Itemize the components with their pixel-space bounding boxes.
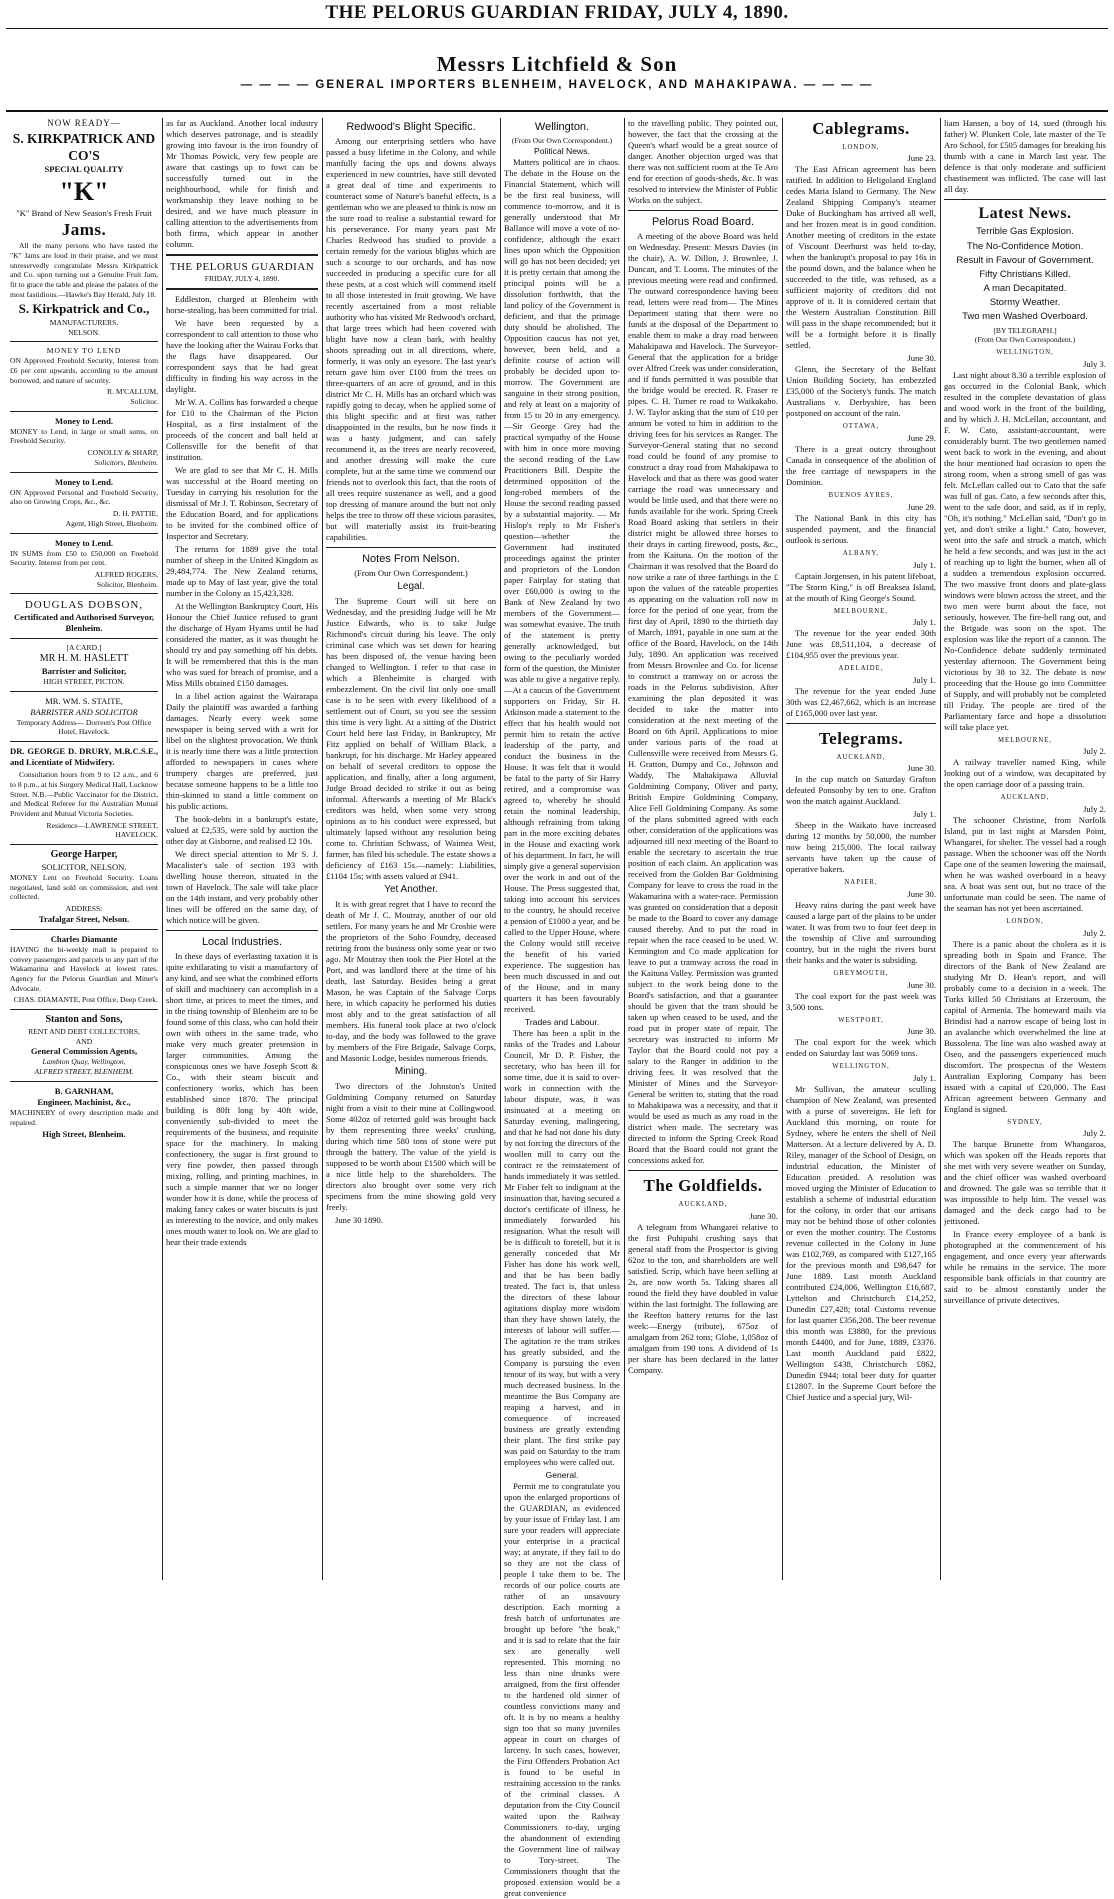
column-7 <box>944 118 1106 1580</box>
garnham-text: MACHINERY of every description made and repaired. <box>10 1107 158 1127</box>
latest-news-subhead: Fifty Christians Killed. <box>979 268 1071 280</box>
latest-news-location: WELLINGTON, <box>996 349 1054 356</box>
general-heading: General. <box>545 1469 579 1480</box>
ml2-text: MONEY to Lend, in large or small sums, on Freehold Security. <box>10 426 158 446</box>
money-to-lend-text: ON Approved Freehold Security, Interest from £6 per cent upwards, according to the amount borrowed, and nature of security. <box>10 356 158 385</box>
telegrams-heading: Telegrams. <box>818 728 904 748</box>
column-divider <box>940 118 941 1580</box>
telegram-text: Heavy rains during the past week have caused a large part of the plains to be under water. It was from two to four feet deep in the township of Clive and surrounding country, but in the night the rivers burst their banks and the water is subsiding. <box>786 900 936 965</box>
telegram-location: AUCKLAND, <box>836 753 886 761</box>
nelson-sub: (From Our Own Correspondent.) <box>354 568 468 579</box>
telegram-text: The coal export for the week which ended on Saturday last was 5069 tons. <box>786 1037 936 1059</box>
column-6 <box>786 118 936 1580</box>
latest-news-date: July 2. <box>1083 1128 1106 1139</box>
latest-news-text: The schooner Christine, from Norfolk Island, put in last night at Marsden Point, Whangarei, for shelter. The vessel had a rough passage. When the schooner was off the North Cape one of the seamen lowering the mainsail, when he was washed overboard in a heavy sea. A boat was sent out, but no trace of the unfortunate man could be seen. The name of the seaman has not yet been ascertained. <box>944 815 1106 914</box>
garnham-sub: Engineer, Machinist, &c., <box>37 1096 131 1107</box>
haslett-text: Barrister and Solicitor, <box>41 665 127 676</box>
latest-news-location: LONDON, <box>1006 918 1044 926</box>
harper-addr: Trafalgar Street, Nelson. <box>38 913 130 924</box>
yet-text: It is with great regret that I have to record the death of Mr J. C. Moutray, another of our old settlers. For many years he and Mr Crosbie were the proprietors of the Soho Foundry, deceased retiring from the business only some year or two ago. Mr Moutray then took the Pier Hotel at the Port, and was landlord there at the time of his death, last Saturday. Besides being a great Mason, he was Captain of the Salvage Corps here, in which capacity he performed his duties most ably and to the great satisfaction of all members. His funeral took place at two o'clock to-day, and the body was followed to the grave by members of the Fire Brigade, Salvage Corps, and Masonic Lodge, besides numerous friends. <box>326 898 496 1063</box>
cablegram-date: June 29. <box>907 501 936 512</box>
pattie: D. H. PATTIE, <box>112 509 158 519</box>
nelson-heading: Notes From Nelson. <box>362 553 460 566</box>
column-divider <box>162 118 163 1580</box>
political-heading: Political News. <box>534 145 590 156</box>
dobson: DOUGLAS DOBSON, <box>24 599 144 612</box>
paper-date: FRIDAY, JULY 4, 1890. <box>204 274 280 284</box>
cablegram-date: June 29. <box>907 433 936 444</box>
stanton-and: AND <box>75 1036 93 1046</box>
haslett-addr: HIGH STREET, PICTON. <box>43 676 125 686</box>
latest-news-location: AUCKLAND, <box>1000 794 1050 802</box>
cablegram-text: The revenue for the year ended 30th June was £8,511,104, a decrease of £104,955 over the previous year. <box>786 628 936 661</box>
now-ready: NOW READY— <box>47 118 121 128</box>
local-industries-text: In these days of everlasting taxation it is quite exhilarating to visit a manufactory of any kind, and see what the combined efforts of skill and machinery can accomplish in a short time, at prices to meet the times, and in the rising township of Blenheim are to be found some of this class, who can hold their own with others in the same trade, who make very much greater pretension in larger communities. Among the conspicuous ones we have Joseph Scott & Co., with their steam biscuit and confectionery works, which has been established since 1870. The principal building is 80ft long by 40ft wide, conveniently sub-divided to meet the requirements of the business, and requisite space for the machinery. In making confectionery, the sugar is first ground to very fine powder, then passed through mixing, rolling, and printing machines, in such a simple manner that we no longer wonder how it is done, while the process of making fancy cakes or water biscuits is just as interesting to the novice, and only makes ones mouth water to look on. We are glad to hear their trade extends <box>166 950 318 1247</box>
telegram-text: Sheep in the Waikato have increased during 12 months by 50,000, the number now being 215,000. The local railway servants have taken up the cause of operative bakers. <box>786 820 936 875</box>
column-divider <box>322 118 323 1580</box>
manufacturers: MANUFACTURERS, <box>49 318 119 327</box>
paper-name: THE PELORUS GUARDIAN <box>169 261 315 273</box>
c2-p5: The returns for 1889 give the total number of sheep in the United Kingdom as 29,484,774. The New Zealand returns, made up to May of last year, give the total number in the Colony as 15,423,328. <box>166 543 318 598</box>
telegram-date: June 30. <box>907 979 936 990</box>
alfred-street: ALFRED STREET, BLENHEIM. <box>34 1067 134 1077</box>
column-divider <box>782 118 783 1580</box>
c2-top-text: as far as Auckland. Another local industry which deserves patronage, and is steadily growing into favour is the iron foundry of Mr Thomas Powick, very few people are aware that castings up to fowt can be successfully turned out in the neighbourhood, while for finish and workmanship they leave nothing to be desired, and we have much pleasure in calling attention to the advertisements from both firms, which appear in another column. <box>166 118 318 249</box>
kirkpatrick-title: S. KIRKPATRICK AND CO'S <box>12 130 156 163</box>
trades-text: There has been a split in the ranks of the Trades and Labour Council, Mr D. P. Fisher, the secretary, who has been ill for some time, due it is said to over-work in connection with the labour dispute, was, it was insinuated at a meeting on Saturday evening, malingering, and that he had not done his duty by not forcing the directors of the woollen mill to carry out the contract re the reinstatement of hands immediately it was settled. Mr Fisher felt so indignant at the insinuation that, having secured a doctor's certificate of illness, he immediately forwarded his resignation. What the result will be is difficult to foretell, but it is generally conceded that Mr Fisher has done his work well, and that he has been badly treated. The fact is, that unless the directors of these labour agitations display more wisdom than they have shown lately, the interests of labour will suffer.—The agitation re the tram strikes has greatly subsided, and the Company is pursuing the even tenour of its way, but with a very much decreased business. In the meantime the Bus Company are reaping a harvest, and in consequence of increased business are greatly extending their plant. The first strike pay was paid on Saturday to the tram employees who were called out. <box>504 1027 620 1467</box>
latest-news-subhead: Result in Favour of Government. <box>956 254 1094 266</box>
by-telegraph: [BY TELEGRAPH.] <box>993 325 1057 335</box>
drury-residence: Residence—LAWRENCE STREET, HAVELOCK. <box>46 820 158 840</box>
masthead: THE PELORUS GUARDIAN FRIDAY, JULY 4, 1890. <box>325 2 789 23</box>
column-5 <box>628 118 778 1580</box>
telegram-location: WESTPORT, <box>838 1016 884 1024</box>
harper-sub: SOLICITOR, NELSON. <box>41 861 127 872</box>
local-industries-heading: Local Industries. <box>201 935 283 948</box>
lambton: Lambton Quay, Wellington, <box>42 1057 126 1067</box>
dobson-city: Blenheim. <box>65 623 103 634</box>
pelorus-heading: Pelorus Road Board. <box>651 216 755 228</box>
cablegram-date: July 1. <box>913 617 936 628</box>
column-divider <box>500 118 501 1580</box>
c2-p9: We direct special attention to Mr S. J. Macalister's sale of section 193 with dwelling house thereon, situated in the town of Havelock. The sale will take place on the 14th instant, and very probably other lines will be offered on the same day, of which notice will be given. <box>166 848 318 925</box>
latest-news-heading: Latest News. <box>978 205 1072 222</box>
drury: DR. GEORGE D. DRURY, M.R.C.S.E., and Licentiate of Midwifery. <box>10 746 158 768</box>
latest-news-text: Last night about 8.30 a terrible explosion of gas occurred in the Colonial Bank, which resulted in the complete devastation of glass and wood work in the front of the building, and by which J. H. McLellan, accountant, and F. W. Cato, assistant-accountant, were considerably burnt. The two gentlemen named went back to work in the evening, and about the hour mentioned had occasion to open the strong room, when a strong smell of gas was felt. McLellan called out to Cato that the safe was full of gas. Cato, a few seconds after this, went to the safe door, and said, as if in reply, "Oh, it's nothing." McLellan said, "Don't go in yet, and don't strike a light." Cato, however, went into the safe and struck a match, which he held a few seconds, and was just in the act of reaching up to light the burner, when all of a sudden a tremendous explosion occurred. The two massive front doors and plate-glass windows were blown across the street, and the two men were burnt about the face, not seriously, however. The fire-bell rang out, and the Brigade was soon on the spot. The explosion was like the report of a cannon. The No-Confidence debate suddenly terminated yesterday afternoon. The Government being victorious by 38 to 32. The debate is now proceeding that the House go into Committee of Supply, and will probably not be completed till Friday. The people are tired of the Parliamentary farce and hope a dissolution will take place yet. <box>944 369 1106 732</box>
cablegram-text: Captain Jorgensen, in his patent lifeboat, "The Storm King," is off Breaksea Island, at the mouth of King George's Sound. <box>786 570 936 603</box>
trades-heading: Trades and Labour. <box>524 1016 600 1027</box>
legal-heading: Legal. <box>397 581 425 593</box>
wellington-sub: (From Our Own Correspondent.) <box>511 136 613 146</box>
rogers-sub: Solicitor, Blenheim. <box>96 579 158 589</box>
c2-p4: We are glad to see that Mr C. H. Mills was successful at the Board meeting on Tuesday in carrying his resolution for the dismissal of Mr J. T. Robinson, Secretary of the Education Board, and for applications to be invited for the combined office of Inspector and Secretary. <box>166 464 318 541</box>
latest-news-date: July 2. <box>1083 927 1106 938</box>
c5-top-text: to the travelling public. They pointed out, however, the fact that the crossing at the Queen's wharf would be a great source of danger. Another objection urged was that there was not sufficient room at the Te Aro end for erection of goods-sheds, &c. It was resolved to interview the Minister of Public Works on the subject. <box>628 118 778 205</box>
legal-text: The Supreme Court will sit here on Wednesday, and the presiding Judge will be Mr Justice Edwards, who is to take Judge Richmond's circuit during his leave. The only criminal case which was set down for hearing has been disposed of, the venue having been changed to Wellington. I refer to that case in which a Blenheimite is charged with embezzlement. On the civil list only one small case is to be seen with every likelihood of a settlement out of Court, so you see the session this time is very light. At a sitting of the District Court held here last Friday, in Bankruptcy, Mr Fitz applied on behalf of William Black, a bankrupt, for his discharge. Mr Harley appeared on behalf of several creditors to oppose the application, and finally, after a long argument, Judge Broad decided to strike it out as being informal. Afterwards a meeting of Mr Black's creditors was held, when some very strong opinions as to his conduct were expressed, but ultimately lapsed without any resolution being come to. Christian Schwass, of Waimea West, farmer, has filed his schedule. The estate shows a deficiency of £163 15s.—namely: Liabilities, £1104 15s; with assets valued at £941. <box>326 595 496 881</box>
stanton-gen: General Commission Agents, <box>30 1046 138 1057</box>
latest-news-text: The barque Brunette from Whangaroa, which was spoken off the Heads reports that she met with very severe weather on Sunday, and the chief officer was washed overboard and drowned. The gale was so terrible that it was impossible to help him. The vessel was damaged and the deck cargo had to be jettisoned. <box>944 1139 1106 1227</box>
mining-heading: Mining. <box>394 1065 428 1077</box>
ml3-heading: Money to Lend. <box>54 476 113 487</box>
latest-news-subhead: A man Decapitated. <box>983 283 1067 295</box>
cablegram-text: The revenue for the year ended June 30th was £2,467,662, which is an increase of £165,000 over last year. <box>786 685 936 718</box>
jams-heading: Jams. <box>61 220 107 240</box>
jams-text: All the many persons who have tasted the "K" Jams are loud in their praise, and we must unreservedly congratulate Messrs Kirkpatrick and Co. upon turning out a Genuine Fruit Jam, fit to grace the table and please the palates of the most fastidious.—Hawke's Bay Herald, July 18. <box>10 241 159 299</box>
telegram-date: July 1. <box>913 1073 936 1084</box>
harper: George Harper, <box>50 849 118 861</box>
telegram-date: June 30. <box>907 889 936 899</box>
pelorus-text: A meeting of the above Board was held on Wednesday. Present: Messrs Davies (in the chair), A. W. Dillon, J. Brownlee, J. Duncan, and T. Looms. The minutes of the previous meeting were read and confirmed. The outward correspondence having been read, letters were read from— The Mines Department stating that there were no funds at the disposal of the Department to enable them to make a dray road between Mahakipawa and Havelock. The Surveyor-General that the application for a bridge over Alfred Creek was under consideration, and if funds permitted it was possible that the bridge would be erected. R. Fraser re pipes. C. H. Turner re road to Waikakaho. J. W. Taylor asking that the sum of £10 per annum be voted to him in addition to the driving fees for his services as Ranger. The Surveyor-General stating that no second road could be found of any promise to construct a dray road from Mahakipawa to Havelock and that as there was good water carriage the road was unnecessary and would be little used, and that there were no funds available for the work. Spring Creek Road Board asking that settlers in their district might be allowed three horses to their drays in carting firewood, posts, &c., from the Kaituna. On the motion of the Chairman it was resolved that the Board do now strike a rate of three farthings in the £ upon the values of the rateable properties as appearing on the valuation roll now in force for the period of one year, from the first day of April, 1890 to the thirtieth day of March, 1891, payable in one sum at the office of the Board, Havelock, on the 14th July, 1890. An application was received from Messrs Brownlee and Co. for license to construct a tramway on or across the roads in the Pelorus subdivision. After examining the plan deposited it was decided to take the matter into consideration at the next meeting of the Board on 6th April. Applications to mine under various parts of the road at Cullensville were received from Messrs G. H. Gratton, Dumpy and Co., Johnson and Waddy, The Mahakipawa Alluvial Goldmining Company, Oliver and party, British Empire Goldmining Company, Alice Fell Goldmining Company. As some of the plans submitted agreed with each other, consideration of the applications was adjourned till next meeting of the Board to enable the secretary to ascertain the true position of each claim. An application was received from the Golden Bar Goldmining Company for leave to cross the road in the Wakamarina with a water-race. Permission was granted on consideration that a deposit be made to the Board to cover any damage caused thereby. And to put the road in repair when the race ceased to be used. W. Kennington and Co made application for leave to put a tramway across the road in the Kaituna Valley. Permission was granted subject to the work being done to the Board's satisfaction, and that a guarantee should be given that the tram should be taken up when ceased to be used, and the road put in proper state of repair. The secretary was instructed to inform Mr Taylor that the Board could not pay a salary to the Ranger in addition to the driving fees. It was resolved that the Minister of Mines and the Surveyor-General be written to, stating that the road to Mahakipawa was a necessity, and that it would be used as much as any road in the district when made. The secretary was directed to inform the Spring Creek Road Board that the Board could not grant the concessions asked for. <box>628 231 778 1166</box>
telegram-location: WELLINGTON, <box>832 1063 890 1071</box>
latest-news-date: July 3. <box>1083 358 1106 369</box>
c2-p1: Eddleston, charged at Blenheim with horse-stealing, has been committed for trial. <box>166 293 318 315</box>
telegram-text: In the cup match on Saturday Grafton defeated Ponsonby by ten to one. Grafton won the match against Auckland. <box>786 774 936 807</box>
ml2-heading: Money to Lend. <box>54 415 113 426</box>
diamante-text: HAVING the bi-weekly mail is prepared to convey passengers and parcels to any part of the Wakamarina and Havelock at lowest rates. Agency for the Pelorus Guardian and Miner's Advocate. <box>10 944 158 993</box>
goldfields-loc: AUCKLAND, <box>678 1200 728 1208</box>
cablegram-text: Glenn, the Secretary of the Belfast Union Building Society, has embezzled £35,000 of the Society's funds. The match Australians v. Derbyshire, has been postponed on account of the rain. <box>786 364 936 419</box>
stanton-sub: RENT AND DEBT COLLECTORS, <box>28 1026 140 1036</box>
cablegram-date: July 1. <box>913 674 936 685</box>
latest-news-subhead: Terrible Gas Explosion. <box>976 226 1074 238</box>
nelson-date: June 30 1890. <box>335 1214 383 1225</box>
garnham-addr: High Street, Blenheim. <box>42 1129 126 1140</box>
staite-text: BARRISTER AND SOLICITOR <box>30 706 138 717</box>
latest-news-subhead: The No-Confidence Motion. <box>966 240 1084 252</box>
c2-p2: We have been requested by a correspondent to call attention to those who have the looking after the Wairau Forks that the flags have disappeared. Our correspondent says that he had great difficulty in finding his way across in the daylight. <box>166 317 318 394</box>
ad-rule <box>6 110 1108 112</box>
wellington-heading: Wellington. <box>534 121 590 133</box>
cablegram-text: The East African agreement has been ratified. In addition to Heligoland England cedes Maria Island to Germany. The New Zealand Shipping Company's steamer Duke of Buckingham has arrived all well, and her frozen meat is in good condition. Another meeting of creditors in the estate of Viscount Deerhurst was held to-day, when the bankrupt's proposal to pay 16s in the pound down, and the balance when he succeeded to the title, was refused, as a sufficient majority of creditors did not approve of it. It is considered certain that the Western Australian Constitution Bill will pass in the shape recommended; but it will be a fortnight before it is finally settled. <box>786 164 936 351</box>
nelson: NELSON. <box>68 327 100 337</box>
telegram-date: June 30. <box>907 763 936 774</box>
c2-p6: At the Wellington Bankruptcy Court, His Honour the Chief Justice refused to grant the discharge of Hyam Hyams until he had considered the matter, as it was thought he should try and pay something off his debts. It will be remembered that this is the man who was sued for breach of promise, and a Miss Mills obtained £150 damages. <box>166 600 318 688</box>
cablegram-date: July 1. <box>913 559 936 570</box>
haslett: MR H. M. HASLETT <box>39 653 129 665</box>
latest-news-location: SYDNEY, <box>1007 1118 1043 1126</box>
cablegram-list <box>786 144 936 719</box>
telegram-location: NAPIER, <box>844 879 878 887</box>
latest-news-date: July 2. <box>1083 746 1106 757</box>
goldfields-date: June 30. <box>749 1210 778 1221</box>
column-4 <box>504 118 620 1898</box>
own-correspondent: (From Our Own Correspondent.) <box>974 335 1076 345</box>
political-text: Matters political are in chaos. The debate in the House on the Financial Statement, which will be the first real business, will commence to-morrow, and it is generally understood that Mr Ballance will move a vote of no-confidence, although the exact lines upon which the Opposition will go has not been decided; yet it is pretty certain that among the principal points will be a dissolution forthwith, that the land policy of the Government is deficient, and that the primage duty should be abolished. The Opposition caucus has not yet, however, been held, and a definite course of action will probably be decided upon to-morrow. The Government are sanguine in their strong position, and rely at least on a majority of from 15 to 20 in any emergency.—Sir George Grey had the practical sympathy of the House with him in once more moving the second reading of the Law Practitioners Bill. Despite the determined opposition of the long-robed members of the House the second reading passed by a substantial majority. — Mr Hislop's reply to Mr Fisher's question—whether the Government had instituted proceedings against the printer and proprietors of the London paper Fairplay for stating that over £60,000 is owing to the Bank of New Zealand by two members of the Government—was somewhat evasive. The truth of the statement is pretty generally acknowledged, but owing to the peculiarly worded form of the question, the Minister was able to give a negative reply.—At a caucus of the Government supporters on Friday, Sir H. Atkinson made a statement to the effect that his health would not permit him to retain the active leadership of the party, and conduct the business in the House. It was felt that it would be fatal to the party of Sir Harry retired, and a compromise was agreed to, whereby he should retain the nominal leadership, although refraining from taking part in the more exciting debates in the House and exacting work of his department. In fact, he will simply give a general supervision over the work in and out of the House. The Press suggested that, taking into account his services to the country, he should receive a pension of £1000 a year, and be called to the Upper House, where the Colony would still receive the benefit of his varied experience. The suggestion has been much discussed in and out of the House, and in many quarters it has been favourably received. <box>504 156 620 1014</box>
cablegram-text: The National Bank in this city has suspended payment, and the financial outlook is serious. <box>786 512 936 545</box>
column-ads <box>10 118 158 1580</box>
telegram-date: June 30. <box>907 1026 936 1037</box>
telegram-location: GREYMOUTH, <box>833 970 889 977</box>
cablegram-location: OTTAWA, <box>842 423 880 431</box>
cablegram-location: LONDON, <box>842 143 880 151</box>
redwood-heading: Redwood's Blight Specific. <box>346 121 476 133</box>
litchfield-ad <box>0 52 1114 91</box>
kirkpatrick-name: S. Kirkpatrick and Co., <box>18 301 150 317</box>
masthead-rule <box>6 28 1108 29</box>
ml3-text: ON Approved Personal and Freehold Security, also on Growing Crops, &c., &c. <box>10 487 158 507</box>
cablegram-location: BUENOS AYRES, <box>828 492 894 500</box>
cablegram-date: June 23. <box>907 153 936 164</box>
telegram-date: July 1. <box>913 809 936 820</box>
latest-news-text: In France every employee of a bank is photographed at the commencement of his engagement, and once every year afterwards while he remains in the service. The more responsible bank officials in that country are said to be almost constantly under the surveillance of private detectives. <box>944 1229 1106 1306</box>
latest-news-subheads <box>944 226 1106 323</box>
goldfields-heading: The Goldfields. <box>643 1176 763 1196</box>
latest-news-subhead: Stormy Weather. <box>989 297 1061 309</box>
c2-p7: In a libel action against the Wairarapa Daily the plaintiff was awarded a farthing damages. Nearly every week some newspaper is being served with a writ for libel on the slightest provocation. We think it is nearly time there was a little protection afforded to newspapers in cases where trumpery charges are preferred, just because someone happens to be a little too thin-skinned to stand a little comment on his public actions. <box>166 690 318 811</box>
general-text: Permit me to congratulate you upon the enlarged proportions of the GUARDIAN, as evidenced by your issue of Friday last. I am sure your readers will appreciate your enterprise in a practical way; at anyrate, if they fail to do so they are not the class of people I take them to be. The records of our police courts are rather of an unsavoury description. Each morning a fresh batch of unfortunates are brought up before "the beak," and it is sad to relate that the fair sex are generally well represented. This morning no less than nine drunks were arraigned, from the first offender to the hardened old sinner of countless convictions many and oft. It is by no means a healthy sign too that so many juveniles appear in court on charges of larceny. In such cases, however, the First Offenders Probation Act is found to be useful in restraining accession to the ranks of the criminal classes. A deputation from the City Council waited upon the Railway Commissioners to-day, urging the abandonment of extending the Government line of railway to Tory-street. The Commissioners thought that the proposed extension would be a great convenience <box>504 1480 620 1898</box>
garnham: B. GARNHAM, <box>54 1085 114 1096</box>
special-quality: SPECIAL QUALITY <box>44 164 124 175</box>
conolly: CONOLLY & SHARP, <box>87 448 158 458</box>
cablegrams-heading: Cablegrams. <box>812 119 910 138</box>
mccallum: R. M'CALLUM, <box>107 387 158 397</box>
telegram-text: The coal export for the past week was 3,500 tons. <box>786 990 936 1012</box>
ml4-text: IN SUMS from £50 to £50,000 on Freehold Security. Interest from per cent. <box>10 548 158 568</box>
yet-heading: Yet Another. <box>384 883 438 895</box>
mccallum-title: Solicitor. <box>130 397 158 407</box>
harper-text: MONEY Lent on Freehold Security. Loans negotiated, land sold on commission, and rent collected. <box>10 872 158 902</box>
conolly-sub: Solicitors, Blenheim. <box>94 457 158 467</box>
column-editorial <box>166 118 318 1580</box>
ad-sub: — — — — GENERAL IMPORTERS BLENHEIM, HAVELOCK, AND MAHAKIPAWA. — — — — <box>240 79 874 91</box>
staite: MR. WM. S. STAITE, <box>45 695 123 706</box>
k-brand: "K" <box>59 177 109 207</box>
latest-news-text: There is a panic about the cholera as it is spreading both in Spain and France. The directors of the Bank of New Zealand are studying Mr D. Hean's report, and will probably come to a decision in a week. The Turks killed 50 Christians at Erzeroum, the capital of Armenia. The homeward mails via Brindisi had a narrow escape of being lost in an avalanche which overwhelmed the line at Bussolena. The line was also washed away at Oseo, and the passengers experienced much discomfort. The prospectus of the Western Australian Exploring Company has been issued with a capital of £20,000. The East African agreement between Germany and England is signed. <box>944 938 1106 1114</box>
dobson-text: Certificated and Authorised Surveyor, <box>13 612 155 623</box>
latest-news-list <box>944 349 1106 1306</box>
cablegram-location: MELBOURNE, <box>834 607 888 615</box>
goldfields-text: A telegram from Whangarei relative to the first Puhipuhi crushing says that general staff from the Prospector is giving 62oz to the ton, and shareholders are well satisfied. Scrip, which have been selling at 2s, are now worth 5s. Taking shares all round the field they have doubled in value within the last fortnight. The following are the Reefton battery returns for the last week:—Energy (tribute), 675oz of amalgam from 262 tons; Globe, 1,058oz of amalgam from 190 tons. A dividend of 1s per share has been declared in the latter Company. <box>628 1221 778 1375</box>
latest-news-subhead: Two men Washed Overboard. <box>962 311 1088 323</box>
column-divider <box>624 118 625 1580</box>
latest-news-location: MELBOURNE, <box>998 736 1052 744</box>
c7-top-text: liam Hansen, a boy of 14, sued (through his father) W. Plunkett Cole, late master of the Te Aro School, for £505 damages for breaking his thumb with a cane in March last year. The defence is that only moderate and sufficient chastisement was inflicted. The case will last all day. <box>944 118 1106 194</box>
column-3 <box>326 118 496 1580</box>
ad-name: Messrs Litchfield & Son <box>436 52 678 76</box>
mining-text: Two directors of the Johnston's United Goldmining Company returned on Saturday night from a visit to their mine at Collingwood. Some 402oz of retorted gold was brought back by them representing three weeks' crushing, during which time 580 tons of stone were put through the battery. The value of the yield is supposed to be worth about £1500 which will be a nice little help to the shareholders. The directors also brought over some very rich specimens from the mine showing gold very freely. <box>326 1080 496 1212</box>
telegram-list <box>786 754 936 1403</box>
cablegram-location: ADELAIDE, <box>838 665 884 673</box>
cablegram-date: June 30. <box>907 353 936 364</box>
drury-text: Consultation hours from 9 to 12 a.m., and 6 to 8 p.m., at his Surgery Medical Hall, Lucknow Street. N.B.—Public Vaccinator for the District, and Medical Referee for the Australian Mutual Provident and Mutual Victoria Societies. <box>10 770 158 818</box>
ml4-heading: Money to Lend. <box>54 537 113 548</box>
cablegram-location: ALBANY, <box>842 549 880 557</box>
latest-news-text: A railway traveller named King, while looking out of a window, was decapitated by the open carriage door of a passing train. <box>944 757 1106 790</box>
brand-line: "K" Brand of New Season's Fresh Fruit <box>16 208 152 219</box>
latest-news-date: July 2. <box>1083 804 1106 815</box>
redwood-text: Among our enterprising settlers who have passed a busy lifetime in the Colony, and while manfully facing the ups and downs always experienced in new countries, have still devoted a great deal of time and experiments to counteract some of Nature's baneful effects, is a gentleman who we are pleased to think is now on the sure road to realise a substantial reward for his perseverance. For many years past Mr Charles Redwood has studied to provide a certain remedy for the various blights which are such a scourge to our orchards, and has now succeeded in producing a specific cure for all these pests, at a cost which will commend itself to all those interested in fruit growing. We have recently ascertained from a most reliable authority who has visited Mr Redwood's orchard, that large trees which had been covered with blight have now a clean bark, with healthy shoots spreading out in all directions, where, formerly, it was only an eyesore. The last year's return gave him over £100 from the trees on three-quarters of an acre of ground, and in this district Mr C. H. Mills has an orchard which was rapidly going to decay, when he applied some of this blight specific and at first was rather disappointed in the results, but he now finds it was a hasty judgment, and can safely recommend it, as the trees are nearly recovered, and another dressing will make the cure complete, but at the same time we commend our friends not to overlook this fact, that the roots of all trees require sustenance as well, and a good top dressing of manure around the butt not only helps the tree to throw off these vicious parasites, but will materially assist its fruit-bearing capabilities. <box>326 136 496 543</box>
staite-addr: Temporary Address— Dorreen's Post Office Hotel, Havelock. <box>16 717 152 737</box>
address-label: ADDRESS: <box>65 904 103 914</box>
diamante-sig: CHAS. DIAMANTE, Post Office, Deep Creek. <box>13 995 158 1005</box>
telegram-text: Mr Sullivan, the amateur sculling champion of New Zealand, was presented with a purse of sovereigns. He left for Auckland this morning, on route for Sydney, where he enters the shell of Neil Matterson. At a lecture delivered by A. D. Riley, manager of the School of Design, on industrial education, the Minister of Education presided. A resolution was moved urging the Minister of Education to establish a scheme of industrial education for the colony, in order that our artisans may not be behind those of other colonies or even the mother country. The Customs revenue collected in the Colony in June was £102,769, as compared with £127,165 for the previous month and £98,647 for June 1889. Last month Auckland contributed £24,006, Wellington £16,687, Lyttelton and Christchurch £14,252, Dunedin £27,428; total Customs revenue for last quarter £356,208. The beer revenue this month was £3880, for the previous month £4400, and for June, 1889, £3376. Last month Auckland paid £822, Wellington £438, Christchurch £862, Dunedin £944; total beer duty for quarter £12807. In the Supreme Court before the Chief Justice and a special jury, Wil- <box>786 1084 936 1403</box>
diamante: Charles Diamante <box>50 933 118 944</box>
money-to-lend-heading: MONEY TO LEND <box>46 346 122 356</box>
stanton: Stanton and Sons, <box>45 1014 123 1026</box>
cablegram-text: There is a great outcry throughout Canada in consequence of the abolition of the free carriage of newspapers in the Dominion. <box>786 444 936 488</box>
c2-p8: The book-debts in a bankrupt's estate, valued at £2,535, were sold by auction the other day at Gisborne, and realised £2 10s. <box>166 813 318 846</box>
pattie-sub: Agent, High Street, Blenheim. <box>65 518 158 528</box>
c2-p3: Mr W. A. Collins has forwarded a cheque for £10 to the Chairman of the Picton Hospital, as a first instalment of the proceeds of the concert and ball held at Collensville for the benefit of that institution. <box>166 396 318 462</box>
card-label: [A CARD.] <box>66 643 102 653</box>
rogers: ALFRED ROGERS, <box>94 569 158 579</box>
